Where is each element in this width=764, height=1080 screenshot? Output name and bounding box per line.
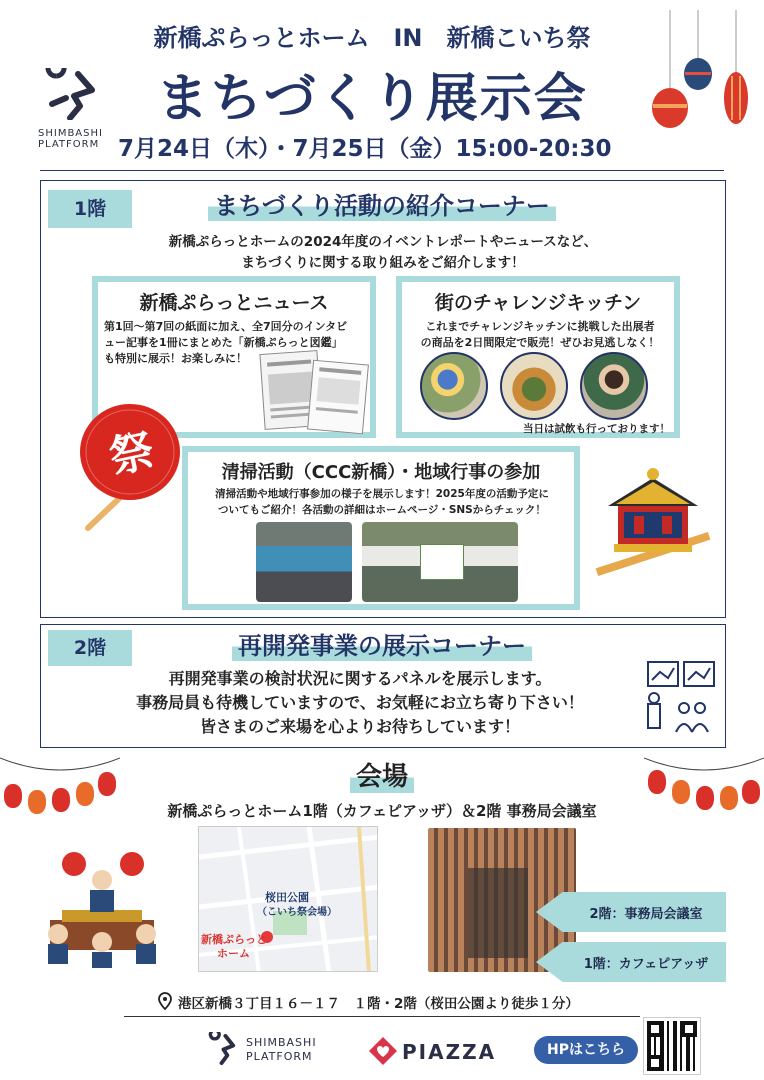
- footer-logo-text-2: PLATFORM: [246, 1050, 313, 1063]
- lantern-icon: [720, 786, 738, 810]
- hp-button[interactable]: HPはこちら: [534, 1036, 638, 1064]
- shimbashi-platform-logo-icon: [206, 1032, 240, 1066]
- floor1-heading-wrap: [140, 186, 624, 221]
- flower-photo: [420, 352, 488, 420]
- header-subtitle: 新橋ぷらっとホーム IN 新橋こいち祭: [153, 24, 591, 52]
- vendor-photo: [580, 352, 648, 420]
- venue-subheading: 新橋ぷらっとホーム1階（カフェピアッザ）＆2階 事務局会議室: [167, 802, 597, 820]
- news-body-1: 第1回～第7回の紙面に加え、全7回分のインタビ: [104, 320, 348, 333]
- event-photo: [362, 522, 518, 602]
- news-title: 新橋ぷらっとニュース: [139, 292, 329, 314]
- mikoshi-icon: [594, 462, 712, 580]
- map-home-label-2: ホーム: [217, 947, 250, 960]
- label-1f: 1階：カフェピアッザ: [583, 957, 709, 972]
- cleaning-body-2: ついてもご紹介！各活動の詳細はホームページ・SNSからチェック！: [218, 504, 546, 516]
- lantern-icon: [4, 784, 22, 808]
- kitchen-body-1: これまでチャレンジキッチンに挑戦した出展者: [425, 320, 655, 333]
- floor2-line2: 事務局員も待機していますので、お気軽にお立ち寄り下さい！: [136, 693, 584, 712]
- piazza-logo-text: PIAZZA: [402, 1040, 497, 1064]
- cleaning-photo: [256, 522, 352, 602]
- news-body-2: ュー記事を1冊にまとめた「新橋ぷらっと図鑑」: [104, 336, 343, 349]
- logo-text-2: PLATFORM: [38, 139, 100, 150]
- footer-divider: [124, 1016, 640, 1017]
- newspaper-image-2: [307, 360, 369, 435]
- footer-logo: [206, 1030, 336, 1070]
- venue-heading-wrap: [282, 756, 482, 793]
- cleaning-body-1: 清掃活動や地域行事参加の様子を展示します！2025年度の活動予定に: [215, 488, 549, 500]
- map-park-label-2: （こいち祭会場）: [257, 907, 337, 918]
- floor1-badge: 1階: [48, 190, 132, 228]
- presentation-icon: [640, 660, 718, 736]
- news-body-3: も特別に展示！お楽しみに！: [104, 352, 247, 365]
- drinks-photo: [500, 352, 568, 420]
- floor2-heading: 再開発事業の展示コーナー: [232, 626, 532, 661]
- location-pin-icon: [158, 992, 172, 1010]
- shimbashi-platform-logo-icon: [38, 68, 108, 120]
- kitchen-body-2: の商品を2日間限定で販売！ぜひお見逃しなく！: [420, 336, 660, 349]
- floor1-intro-line1: 新橋ぷらっとホームの2024年度のイベントレポートやニュースなど、: [168, 234, 598, 250]
- floor1-intro-line2: まちづくりに関する取り組みをご紹介します！: [241, 255, 525, 271]
- ornaments-icon: [640, 10, 750, 140]
- map-park-label-1: 桜田公園: [265, 891, 309, 904]
- event-date: 7月24日（木）・7月25日（金）15:00-20:30: [118, 136, 612, 162]
- venue-address: 港区新橋３丁目１６－１７ １階・2階（桜田公園より徒歩１分）: [178, 996, 579, 1012]
- lantern-icon: [648, 770, 666, 794]
- floor2-heading-wrap: [140, 626, 624, 661]
- map-home-label-1: 新橋ぷらっと: [201, 933, 267, 946]
- lantern-icon: [742, 780, 760, 804]
- venue-map[interactable]: [198, 826, 378, 972]
- floor2-line1: 再開発事業の検討状況に関するパネルを展示します。: [168, 669, 552, 688]
- header-divider: [40, 170, 724, 171]
- floor2-badge: 2階: [48, 630, 132, 666]
- floor2-line3: 皆さまのご来場を心よりお待ちしています！: [199, 717, 520, 736]
- kitchen-title: 街のチャレンジキッチン: [434, 292, 642, 314]
- footer-logo-text-1: SHIMBASHI: [246, 1036, 317, 1049]
- lantern-icon: [28, 790, 46, 814]
- floor1-heading: まちづくり活動の紹介コーナー: [208, 186, 556, 221]
- kitchen-note: 当日は試飲も行っております！: [523, 423, 670, 435]
- piazza-logo-icon: [368, 1036, 398, 1066]
- header-logo: [38, 68, 108, 158]
- label-2f: 2階：事務局会議室: [589, 907, 703, 922]
- fan-character: 祭: [105, 424, 159, 484]
- festival-people-icon: [40, 850, 164, 970]
- lantern-icon: [98, 772, 116, 796]
- qr-code[interactable]: [644, 1018, 700, 1074]
- page-title: まちづくり展示会: [156, 69, 588, 129]
- logo-text-1: SHIMBASHI: [38, 128, 103, 139]
- cleaning-title: 清掃活動（CCC新橋）・地域行事の参加: [221, 462, 541, 483]
- venue-heading: 会場: [350, 756, 414, 793]
